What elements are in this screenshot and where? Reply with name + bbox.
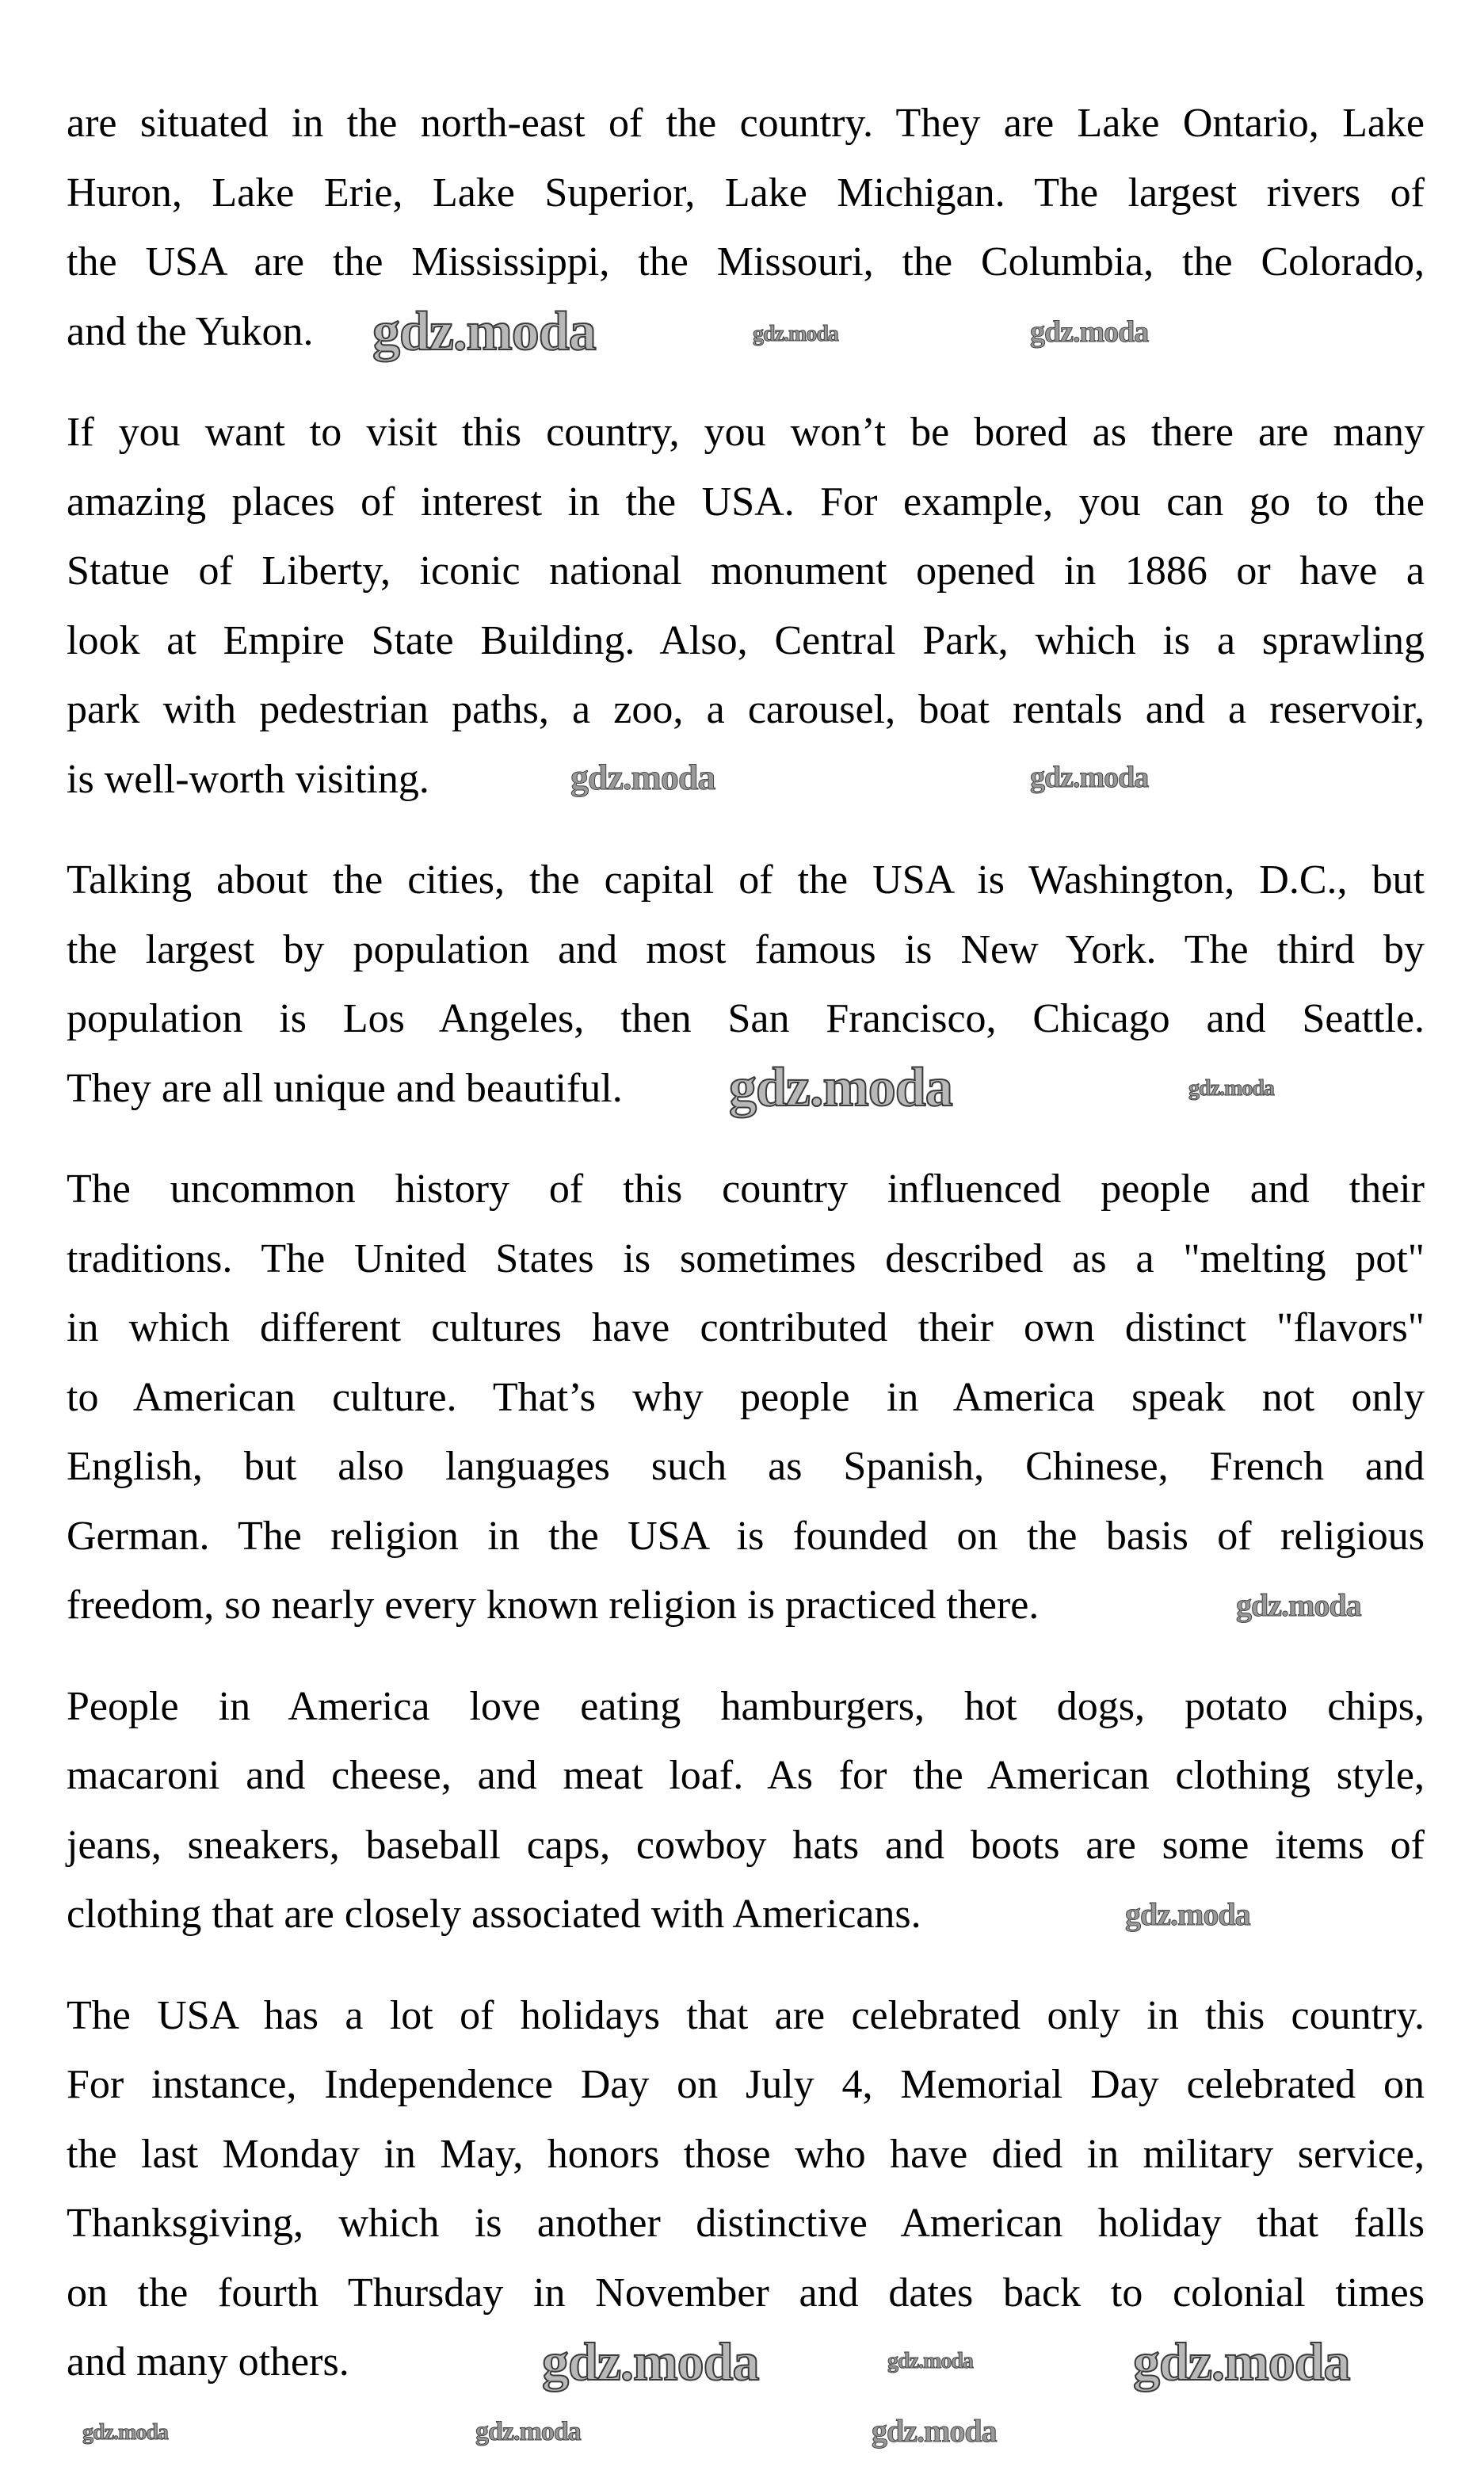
text-line: traditions. The United States is sometimes described as a "melting pot" (67, 1235, 1425, 1281)
watermark: gdz.moda (475, 2417, 581, 2446)
text-line: look at Empire State Building. Also, Central Park, which is a sprawling (67, 617, 1425, 663)
paragraph (67, 398, 1425, 814)
watermark: gdz.moda (82, 2420, 168, 2445)
text-line: If you want to visit this country, you won’t be bored as there are many (67, 410, 1425, 455)
text-line: clothing that are closely associated with Americans. (67, 1892, 921, 1937)
text-line: are situated in the north-east of the country. They are Lake Ontario, Lake (67, 101, 1425, 146)
text-line: People in America love eating hamburgers, hot dogs, potato chips, (67, 1683, 1425, 1729)
watermark: gdz.moda (372, 301, 596, 362)
text-line: English, but also languages such as Spanish, Chinese, French and (67, 1444, 1425, 1489)
text-line: the USA are the Mississippi, the Missouri, the Columbia, the Colorado, (67, 239, 1425, 284)
paragraph (67, 1155, 1425, 1640)
text-line: to American culture. That’s why people in America speak not only (67, 1374, 1425, 1420)
watermark: gdz.moda (1133, 2331, 1350, 2392)
paragraph (67, 89, 1425, 366)
text-line: and the Yukon. (67, 308, 314, 354)
text-line: on the fourth Thursday in November and dates back to colonial times (67, 2270, 1425, 2316)
text-line: The uncommon history of this country influenced people and their (67, 1166, 1425, 1212)
text-line: in which different cultures have contributed their own distinct "flavors" (67, 1305, 1425, 1350)
text-line: Statue of Liberty, iconic national monument opened in 1886 or have a (67, 548, 1425, 594)
text-line: Huron, Lake Erie, Lake Superior, Lake Michigan. The largest rivers of (67, 170, 1425, 216)
watermark: gdz.moda (570, 757, 715, 797)
watermark: gdz.moda (1030, 315, 1149, 349)
text-line: They are all unique and beautiful. (67, 1065, 623, 1111)
watermark: gdz.moda (1030, 761, 1149, 794)
text-line: For instance, Independence Day on July 4, Memorial Day celebrated on (67, 2062, 1425, 2107)
text-line: the last Monday in May, honors those who have died in military service, (67, 2131, 1425, 2177)
watermark: gdz.moda (542, 2331, 759, 2392)
text-line: amazing places of interest in the USA. For example, you can go to the (67, 479, 1425, 525)
text-line: German. The religion in the USA is founded on the basis of religious (67, 1513, 1425, 1559)
watermark: gdz.moda (1236, 1587, 1361, 1623)
text-line: park with pedestrian paths, a zoo, a carousel, boat rentals and a reservoir, (67, 687, 1425, 732)
watermark: gdz.moda (872, 2413, 997, 2449)
watermark: gdz.moda (887, 2349, 973, 2373)
text-line: the largest by population and most famous is New York. The third by (67, 926, 1425, 972)
watermark: gdz.moda (1188, 1076, 1274, 1101)
document-page (67, 89, 1425, 2429)
text-line: Thanksgiving, which is another distinctive American holiday that falls (67, 2201, 1425, 2246)
watermark: gdz.moda (1125, 1896, 1250, 1932)
text-line: macaroni and cheese, and meat loaf. As for the American clothing style, (67, 1753, 1425, 1798)
text-line: freedom, so nearly every known religion is practiced there. (67, 1583, 1040, 1628)
text-line: Talking about the cities, the capital of the USA is Washington, D.C., but (67, 857, 1425, 903)
text-line: and many others. (67, 2339, 349, 2384)
text-line: The USA has a lot of holidays that are celebrated only in this country. (67, 1992, 1425, 2038)
text-line: population is Los Angeles, then San Francisco, Chicago and Seattle. (67, 996, 1425, 1041)
watermark: gdz.moda (729, 1057, 952, 1118)
watermark: gdz.moda (753, 322, 838, 346)
text-line: jeans, sneakers, baseball caps, cowboy hats and boots are some items of (67, 1822, 1425, 1868)
text-line: is well-worth visiting. (67, 756, 429, 802)
